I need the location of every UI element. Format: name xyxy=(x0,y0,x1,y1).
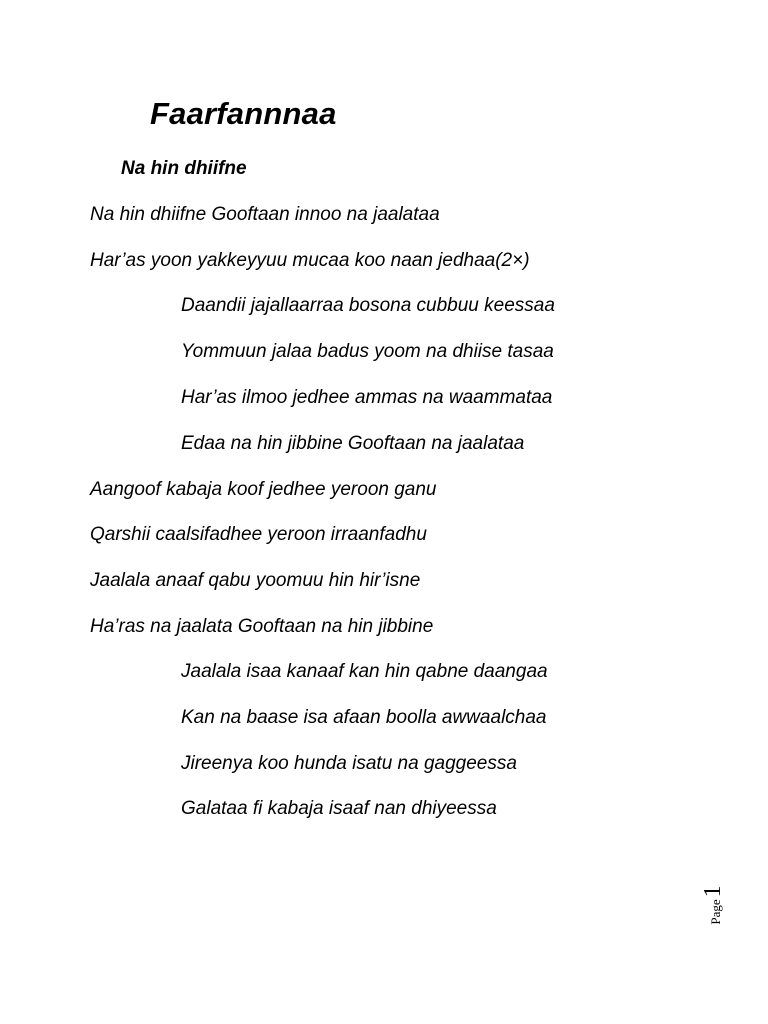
lyric-line: Har’as ilmoo jedhee ammas na waammataa xyxy=(181,387,553,408)
song-title: Faarfannnaa xyxy=(150,96,337,131)
lyric-line: Qarshii caalsifadhee yeroon irraanfadhu xyxy=(90,524,427,545)
lyric-line: Har’as yoon yakkeyyuu mucaa koo naan jedhaa(2×) xyxy=(90,250,530,271)
page-number xyxy=(700,878,754,932)
lyric-line: Kan na baase isa afaan boolla awwaalchaa xyxy=(181,707,547,728)
song-subtitle: Na hin dhiifne xyxy=(121,158,247,179)
lyric-line: Galataa fi kabaja isaaf nan dhiyeessa xyxy=(181,798,497,819)
lyric-line: Na hin dhiifne Gooftaan innoo na jaalataa xyxy=(90,204,440,225)
lyric-line: Jireenya koo hunda isatu na gaggeessa xyxy=(181,753,517,774)
lyric-line: Daandii jajallaarraa bosona cubbuu keessaa xyxy=(181,295,555,316)
lyric-line: Jaalala anaaf qabu yoomuu hin hir’isne xyxy=(90,570,421,591)
lyric-line: Yommuun jalaa badus yoom na dhiise tasaa xyxy=(181,341,554,362)
lyric-line: Ha’ras na jaalata Gooftaan na hin jibbine xyxy=(90,616,434,637)
lyric-line: Jaalala isaa kanaaf kan hin qabne daangaa xyxy=(181,661,548,682)
page-number-value: 1 xyxy=(700,885,726,898)
lyric-line: Aangoof kabaja koof jedhee yeroon ganu xyxy=(90,479,437,500)
page-label: Page xyxy=(708,899,723,925)
lyric-line: Edaa na hin jibbine Gooftaan na jaalataa xyxy=(181,433,525,454)
